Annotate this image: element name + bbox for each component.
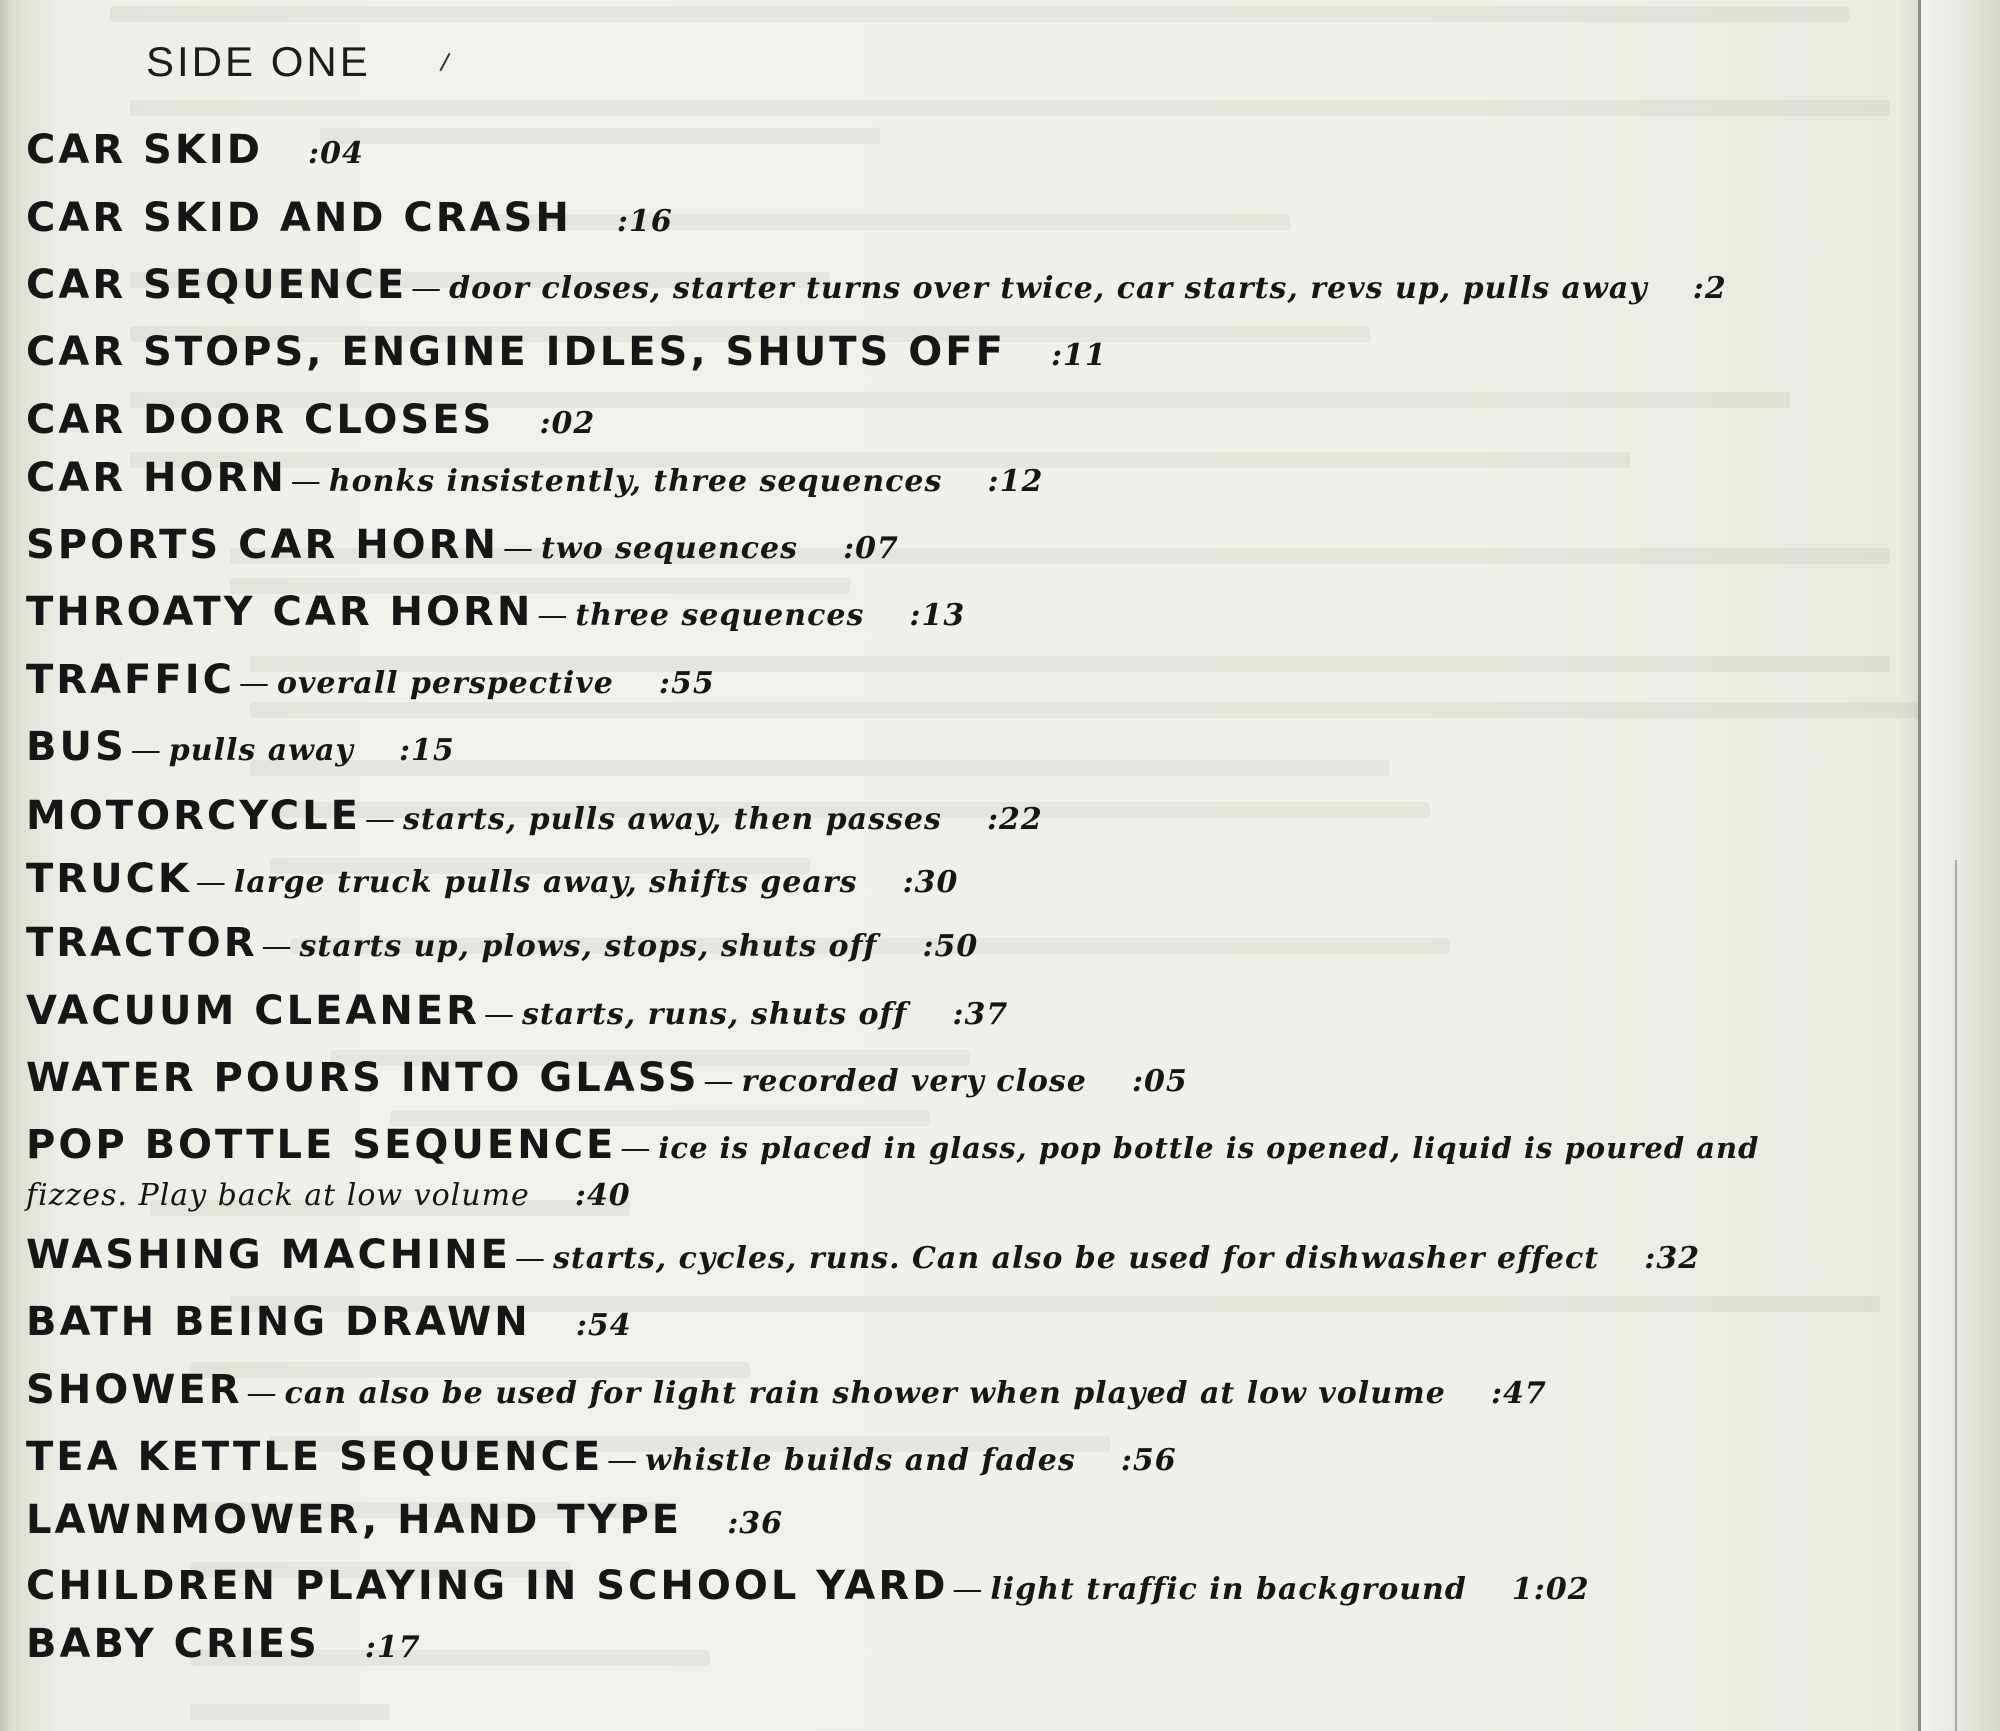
- track-duration: :30: [902, 865, 959, 900]
- track-duration: :37: [952, 997, 1009, 1032]
- track-duration: :17: [364, 1630, 421, 1665]
- track-entry: [26, 920, 978, 966]
- track-description: starts, cycles, runs. Can also be used for dishwasher effect: [552, 1241, 1600, 1276]
- adjacent-page-strip: [1921, 0, 2000, 1731]
- em-dash-separator: —: [607, 1443, 638, 1478]
- em-dash-separator: —: [238, 666, 269, 701]
- track-duration: :50: [922, 929, 979, 964]
- track-name: WASHING MACHINE: [26, 1232, 511, 1278]
- track-description: whistle builds and fades: [645, 1443, 1076, 1478]
- em-dash-separator: —: [537, 598, 568, 633]
- track-entry: [26, 1299, 632, 1345]
- track-entry: [26, 657, 715, 703]
- track-duration: :07: [843, 531, 899, 566]
- em-dash-separator: —: [514, 1241, 545, 1276]
- track-entry: [26, 1497, 783, 1543]
- track-duration: :12: [987, 464, 1044, 499]
- track-name: POP BOTTLE SEQUENCE: [26, 1122, 617, 1168]
- track-name: TRAFFIC: [26, 657, 235, 703]
- track-description: light traffic in background: [990, 1572, 1467, 1607]
- em-dash-separator: —: [364, 802, 395, 837]
- track-entry: [26, 455, 1043, 501]
- em-dash-separator: —: [195, 865, 226, 900]
- track-description: large truck pulls away, shifts gears: [233, 865, 858, 900]
- track-description: pulls away: [168, 733, 354, 768]
- track-duration: :2: [1692, 271, 1727, 306]
- track-entry: [26, 589, 965, 635]
- track-name: WATER POURS INTO GLASS: [26, 1055, 700, 1101]
- em-dash-separator: —: [261, 929, 292, 964]
- track-duration: :54: [575, 1308, 632, 1343]
- track-entry: [26, 127, 364, 173]
- track-entry: [26, 1621, 421, 1667]
- em-dash-separator: —: [290, 464, 321, 499]
- track-name: MOTORCYCLE: [26, 793, 361, 839]
- track-name: CAR SKID AND CRASH: [26, 195, 572, 241]
- track-duration: :36: [727, 1506, 784, 1541]
- track-entry: [26, 1434, 1177, 1480]
- track-name: SPORTS CAR HORN: [26, 522, 499, 568]
- continuation-text: fizzes. Play back at low volume: [26, 1178, 530, 1213]
- track-duration: :13: [909, 598, 966, 633]
- track-name: BABY CRIES: [26, 1621, 320, 1667]
- track-description: ice is placed in glass, pop bottle is opened, liquid is poured and: [658, 1131, 1760, 1165]
- track-entry: [26, 724, 455, 770]
- track-duration: :47: [1490, 1376, 1547, 1411]
- track-duration: 1:02: [1511, 1572, 1590, 1607]
- track-description: starts, runs, shuts off: [521, 997, 908, 1032]
- em-dash-separator: —: [411, 271, 442, 306]
- track-description: starts, pulls away, then passes: [402, 802, 942, 837]
- track-description: overall perspective: [276, 666, 614, 701]
- track-description: door closes, starter turns over twice, car starts, revs up, pulls away: [449, 271, 1648, 306]
- track-description: starts up, plows, stops, shuts off: [299, 929, 878, 964]
- track-duration: :16: [616, 204, 673, 239]
- em-dash-separator: —: [703, 1064, 734, 1099]
- track-name: CAR SEQUENCE: [26, 262, 408, 308]
- track-name: LAWNMOWER, HAND TYPE: [26, 1497, 683, 1543]
- track-duration: :04: [308, 136, 364, 171]
- track-entry: [26, 522, 899, 568]
- em-dash-separator: —: [502, 531, 533, 566]
- em-dash-separator: —: [483, 997, 514, 1032]
- track-entry: [26, 195, 673, 241]
- track-description: two sequences: [540, 531, 798, 566]
- track-name: VACUUM CLEANER: [26, 988, 480, 1034]
- em-dash-separator: —: [952, 1572, 983, 1607]
- track-name: BUS: [26, 724, 127, 770]
- track-entry: [26, 262, 1727, 308]
- track-name: CAR HORN: [26, 455, 287, 501]
- track-duration: :11: [1050, 338, 1107, 373]
- track-name: TRACTOR: [26, 920, 258, 966]
- track-duration: :55: [658, 666, 715, 701]
- track-entry: [26, 1055, 1188, 1101]
- em-dash-separator: —: [620, 1131, 651, 1166]
- track-entry: [26, 793, 1043, 839]
- track-duration: :22: [986, 802, 1043, 837]
- track-description: can also be used for light rain shower when played at low volume: [284, 1376, 1446, 1411]
- track-name: CAR STOPS, ENGINE IDLES, SHUTS OFF: [26, 329, 1006, 375]
- track-duration: :15: [398, 733, 455, 768]
- track-duration: :02: [539, 406, 596, 441]
- track-name: CAR DOOR CLOSES: [26, 397, 495, 443]
- side-title: SIDE ONE: [146, 38, 371, 85]
- track-entry: [26, 1563, 1590, 1609]
- track-name: SHOWER: [26, 1367, 243, 1413]
- track-duration: :56: [1120, 1443, 1177, 1478]
- track-description: three sequences: [575, 598, 865, 633]
- track-entry: [26, 329, 1107, 375]
- track-description-continuation: [26, 1178, 631, 1213]
- track-entry: [26, 856, 958, 902]
- track-duration: :40: [574, 1178, 631, 1213]
- em-dash-separator: —: [130, 733, 161, 768]
- track-name: TEA KETTLE SEQUENCE: [26, 1434, 604, 1480]
- track-duration: :05: [1131, 1064, 1188, 1099]
- track-entry: [26, 397, 595, 443]
- track-name: CAR SKID: [26, 127, 263, 173]
- em-dash-separator: —: [246, 1376, 277, 1411]
- pencil-tick-mark: [439, 53, 450, 72]
- track-description: recorded very close: [741, 1064, 1087, 1099]
- track-entry: [26, 988, 1008, 1034]
- track-name: BATH BEING DRAWN: [26, 1299, 531, 1345]
- track-name: TRUCK: [26, 856, 192, 902]
- track-entry: [26, 1367, 1547, 1413]
- track-entry: [26, 1122, 1759, 1168]
- adjacent-page-edge: [1955, 860, 1957, 1731]
- track-duration: :32: [1644, 1241, 1701, 1276]
- track-name: CHILDREN PLAYING IN SCHOOL YARD: [26, 1563, 949, 1609]
- track-entry: [26, 1232, 1700, 1278]
- track-description: honks insistently, three sequences: [328, 464, 943, 499]
- track-name: THROATY CAR HORN: [26, 589, 534, 635]
